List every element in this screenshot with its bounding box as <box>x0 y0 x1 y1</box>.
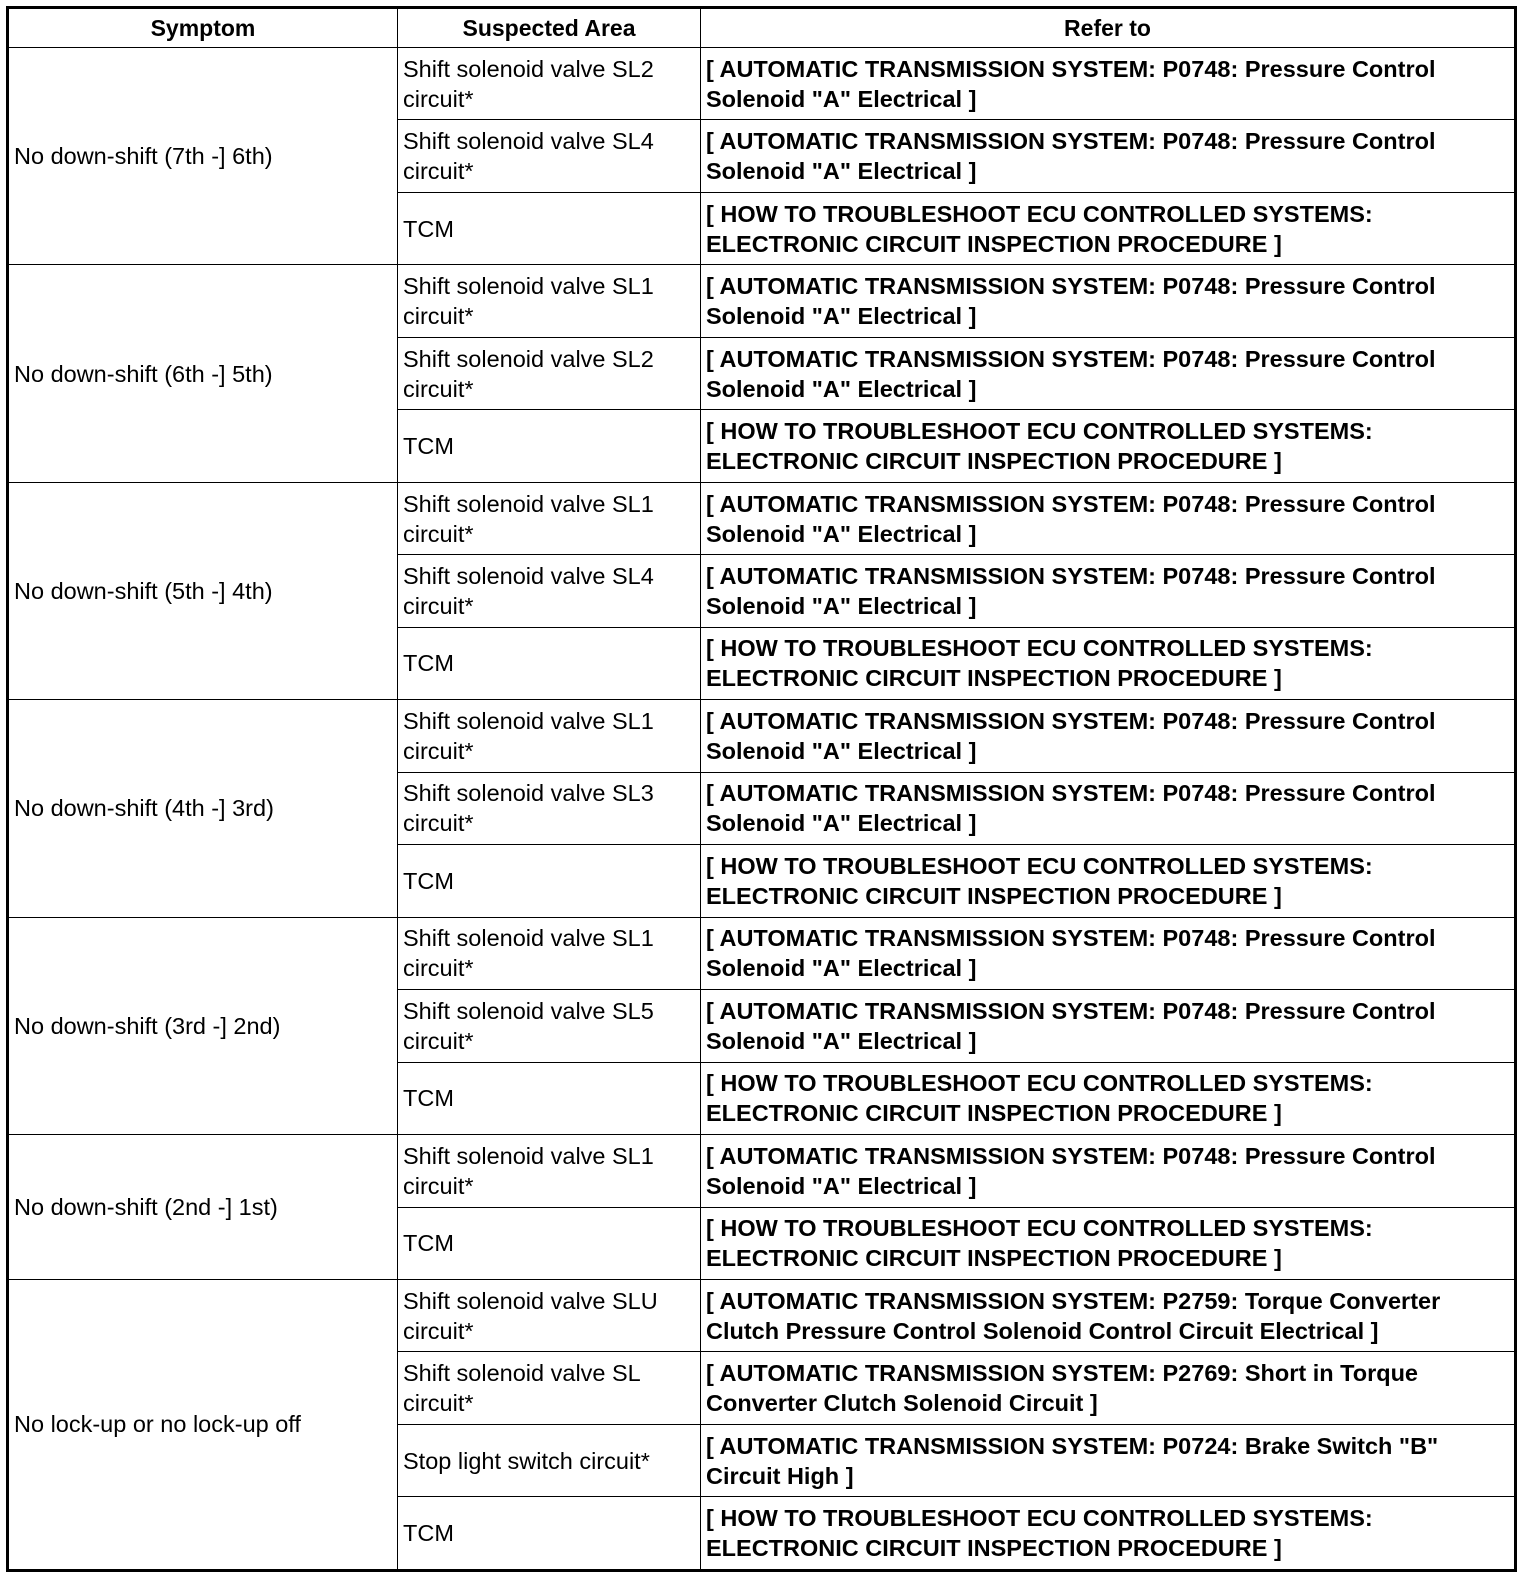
symptom-cell: No down-shift (5th -] 4th) <box>8 482 398 699</box>
refer-to-cell: [ AUTOMATIC TRANSMISSION SYSTEM: P0748: Pressure Control Solenoid "A" Electrical ] <box>701 772 1516 844</box>
refer-to-cell: [ HOW TO TROUBLESHOOT ECU CONTROLLED SYSTEMS: ELECTRONIC CIRCUIT INSPECTION PROCEDURE ] <box>701 627 1516 699</box>
refer-to-cell: [ HOW TO TROUBLESHOOT ECU CONTROLLED SYSTEMS: ELECTRONIC CIRCUIT INSPECTION PROCEDURE ] <box>701 1207 1516 1279</box>
header-symptom: Symptom <box>8 8 398 48</box>
suspected-area-cell: Shift solenoid valve SL1 circuit* <box>398 1135 701 1207</box>
refer-to-cell: [ HOW TO TROUBLESHOOT ECU CONTROLLED SYSTEMS: ELECTRONIC CIRCUIT INSPECTION PROCEDURE ] <box>701 1062 1516 1134</box>
suspected-area-cell: Shift solenoid valve SL3 circuit* <box>398 772 701 844</box>
suspected-area-cell: Shift solenoid valve SL4 circuit* <box>398 555 701 627</box>
symptom-cell: No down-shift (6th -] 5th) <box>8 265 398 482</box>
symptom-cell: No down-shift (4th -] 3rd) <box>8 700 398 917</box>
suspected-area-cell: Shift solenoid valve SL1 circuit* <box>398 917 701 989</box>
suspected-area-cell: Shift solenoid valve SL1 circuit* <box>398 700 701 772</box>
suspected-area-cell: Shift solenoid valve SL2 circuit* <box>398 337 701 409</box>
suspected-area-cell: TCM <box>398 627 701 699</box>
suspected-area-cell: Stop light switch circuit* <box>398 1424 701 1496</box>
refer-to-cell: [ AUTOMATIC TRANSMISSION SYSTEM: P0748: Pressure Control Solenoid "A" Electrical ] <box>701 1135 1516 1207</box>
suspected-area-cell: TCM <box>398 845 701 917</box>
refer-to-cell: [ AUTOMATIC TRANSMISSION SYSTEM: P0724: Brake Switch "B" Circuit High ] <box>701 1424 1516 1496</box>
refer-to-cell: [ HOW TO TROUBLESHOOT ECU CONTROLLED SYSTEMS: ELECTRONIC CIRCUIT INSPECTION PROCEDURE ] <box>701 1497 1516 1571</box>
refer-to-cell: [ HOW TO TROUBLESHOOT ECU CONTROLLED SYSTEMS: ELECTRONIC CIRCUIT INSPECTION PROCEDURE ] <box>701 845 1516 917</box>
suspected-area-cell: Shift solenoid valve SL circuit* <box>398 1352 701 1424</box>
troubleshooting-table <box>6 6 1517 1572</box>
suspected-area-cell: Shift solenoid valve SL5 circuit* <box>398 990 701 1062</box>
table-row <box>8 482 1516 554</box>
header-row <box>8 8 1516 48</box>
refer-to-cell: [ AUTOMATIC TRANSMISSION SYSTEM: P0748: Pressure Control Solenoid "A" Electrical ] <box>701 482 1516 554</box>
symptom-cell: No down-shift (2nd -] 1st) <box>8 1135 398 1280</box>
suspected-area-cell: Shift solenoid valve SL4 circuit* <box>398 120 701 192</box>
table-row <box>8 1135 1516 1207</box>
refer-to-cell: [ HOW TO TROUBLESHOOT ECU CONTROLLED SYSTEMS: ELECTRONIC CIRCUIT INSPECTION PROCEDURE ] <box>701 410 1516 482</box>
symptom-cell: No down-shift (7th -] 6th) <box>8 48 398 265</box>
suspected-area-cell: TCM <box>398 1062 701 1134</box>
refer-to-cell: [ AUTOMATIC TRANSMISSION SYSTEM: P0748: Pressure Control Solenoid "A" Electrical ] <box>701 917 1516 989</box>
suspected-area-cell: TCM <box>398 410 701 482</box>
table-row <box>8 265 1516 337</box>
suspected-area-cell: Shift solenoid valve SLU circuit* <box>398 1279 701 1351</box>
suspected-area-cell: Shift solenoid valve SL2 circuit* <box>398 48 701 120</box>
suspected-area-cell: Shift solenoid valve SL1 circuit* <box>398 482 701 554</box>
refer-to-cell: [ AUTOMATIC TRANSMISSION SYSTEM: P0748: Pressure Control Solenoid "A" Electrical ] <box>701 700 1516 772</box>
table-row <box>8 700 1516 772</box>
suspected-area-cell: TCM <box>398 1207 701 1279</box>
refer-to-cell: [ AUTOMATIC TRANSMISSION SYSTEM: P0748: Pressure Control Solenoid "A" Electrical ] <box>701 990 1516 1062</box>
table-row <box>8 917 1516 989</box>
table-row <box>8 1279 1516 1351</box>
refer-to-cell: [ AUTOMATIC TRANSMISSION SYSTEM: P2759: Torque Converter Clutch Pressure Control Solenoid Control Circuit Electrical ] <box>701 1279 1516 1351</box>
refer-to-cell: [ AUTOMATIC TRANSMISSION SYSTEM: P0748: Pressure Control Solenoid "A" Electrical ] <box>701 265 1516 337</box>
refer-to-cell: [ AUTOMATIC TRANSMISSION SYSTEM: P2769: Short in Torque Converter Clutch Solenoid Circuit ] <box>701 1352 1516 1424</box>
suspected-area-cell: Shift solenoid valve SL1 circuit* <box>398 265 701 337</box>
refer-to-cell: [ AUTOMATIC TRANSMISSION SYSTEM: P0748: Pressure Control Solenoid "A" Electrical ] <box>701 120 1516 192</box>
refer-to-cell: [ AUTOMATIC TRANSMISSION SYSTEM: P0748: Pressure Control Solenoid "A" Electrical ] <box>701 337 1516 409</box>
suspected-area-cell: TCM <box>398 1497 701 1571</box>
header-refer-to: Refer to <box>701 8 1516 48</box>
refer-to-cell: [ HOW TO TROUBLESHOOT ECU CONTROLLED SYSTEMS: ELECTRONIC CIRCUIT INSPECTION PROCEDURE ] <box>701 192 1516 264</box>
refer-to-cell: [ AUTOMATIC TRANSMISSION SYSTEM: P0748: Pressure Control Solenoid "A" Electrical ] <box>701 555 1516 627</box>
symptom-cell: No lock-up or no lock-up off <box>8 1279 398 1570</box>
symptom-cell: No down-shift (3rd -] 2nd) <box>8 917 398 1134</box>
table-body <box>8 48 1516 1571</box>
table-row <box>8 48 1516 120</box>
refer-to-cell: [ AUTOMATIC TRANSMISSION SYSTEM: P0748: Pressure Control Solenoid "A" Electrical ] <box>701 48 1516 120</box>
suspected-area-cell: TCM <box>398 192 701 264</box>
header-suspected-area: Suspected Area <box>398 8 701 48</box>
